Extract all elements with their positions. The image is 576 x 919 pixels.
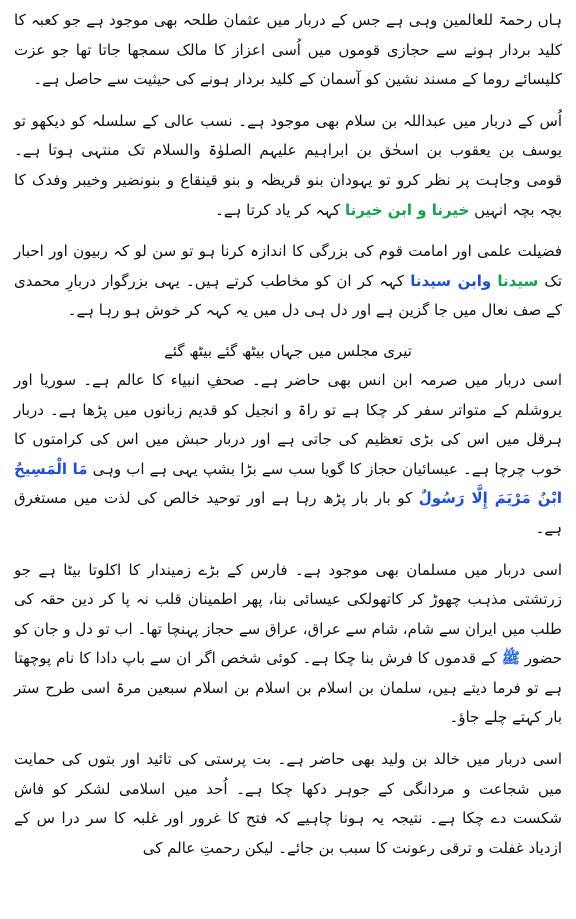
paragraph-text: اُس کے دربار میں عبداللہ بن سلام بھی موجود ہے۔ نسب عالی کے سلسلہ کو دیکھو تو یوسف بن یعقوب بن اسحٰق بن ابراہیم علیہم الصلوٰۃ والسلام تک منتہی ہوتا ہے۔ قومی وجاہت پر نظر کرو تو یہودان بنو قریظہ و بنو قینقاع و بنونضیر وخیبر وفدک کا بچہ بچہ انہیں xyxy=(14,111,562,219)
highlight-ibn-sayyidna: وابن سیدنا xyxy=(410,271,492,290)
paragraph-text: کے قدموں کا فرش بنا چکا ہے۔ کوئی شخص اگر ان سے باپ دادا کا نام پوچھتا ہے تو فرما دیتے ہیں، سلمان بن اسلام بن اسلام بن اسلام سبعین مرۃ اسی طرح ستر بار کہتے چلے جاؤ۔ xyxy=(14,649,562,727)
paragraph-text: ہاں رحمۃ للعالمین وہی ہے جس کے دربار میں عثمان طلحہ بھی موجود ہے جو کعبہ کا کلید بردار ہونے سے حجازی قوموں میں اُسی اعزاز کا مالک سمجھا جاتا تھا جو عزت کلیسائے روما کے مسند نشین کو آسمان کے کلید بردار ہونے کی حیثیت سے حاصل ہے۔ xyxy=(14,11,562,89)
quran-verse: مَا الْمَسِيحُ ابْنُ مَرْيَمَ إِلَّا رَسُولٌ xyxy=(14,459,562,508)
paragraph-text: کہہ کر ان کو مخاطب کرتے ہیں۔ یہی بزرگوار دربارِ محمدی کے صف نعال میں جا گزین ہے اور دل ہی دل میں یہ کہہ کر خوش ہو رہا ہے۔ xyxy=(14,271,562,320)
paragraph-text: اسی دربار میں مسلمان بھی موجود ہے۔ فارس کے بڑے زمیندار کا اکلوتا بیٹا ہے جو زرتشتی مذہب چھوڑ کر کاتھولکی عیسائی بنا، پھر اطمینان قلب نہ پا کر دین حقہ کی طلب میں ایران سے شام، شام سے عراق، عراق سے حجاز پہنچا تھا۔ اب تو دل و جان کو حضور xyxy=(14,560,562,668)
paragraph-uthman-talha xyxy=(14,6,562,95)
paragraph-text: فضیلت علمی اور امامت قوم کی بزرگی کا اندازہ کرنا ہو تو سن لو کہ ربیون اور احبار تک xyxy=(14,242,562,290)
verse-text: تیری مجلس میں جہاں بیٹھ گئے بیٹھ گئے xyxy=(164,341,412,360)
paragraph-abdullah-bin-salam xyxy=(14,107,562,225)
paragraph-text: کہہ کر یاد کرتا ہے۔ xyxy=(215,200,341,219)
poetry-verse xyxy=(14,338,562,364)
paragraph-sirma-ibn-anas xyxy=(14,366,562,544)
paragraph-text: کو بار بار پڑھ رہا ہے اور توحید خالص کی لذت میں مستغرق ہے۔ xyxy=(14,489,562,537)
paragraph-text: اسی دربار میں خالد بن ولید بھی حاضر ہے۔ بت پرستی کی تائید اور بتوں کی حمایت میں شجاعت و مردانگی کے جوہر دکھا چکا ہے۔ اُحد میں اسلامی لشکر کو فاش شکست دے چکا ہے۔ نتیجہ یہ ہونا چاہیے کہ فتح کا غرور اور غلبہ کا سر درا س کے ازدیاد غفلت و ترقی رعونت کا سبب بن جائے۔ لیکن رحمتِ عالم کی xyxy=(14,750,562,857)
highlight-khayrna: خیرنا و ابن خیرنا xyxy=(344,200,470,219)
paragraph-khalid-bin-walid xyxy=(14,745,562,863)
paragraph-text: اسی دربار میں صرمہ ابن انس بھی حاضر ہے۔ صحفِ انبیاء کا عالم ہے۔ سوریا اور یروشلم کے متواتر سفر کر چکا ہے تو راۃ و انجیل کو قدیم زبانوں میں پڑھا ہے۔ دربار ہرقل میں اس کی بڑی تعظیم کی جاتی ہے اور دربار حبش میں اس کی کرامتوں کا خوب چرچا ہے۔ عیسائیان حجاز کا گویا سب سے بڑا بشپ یہی ہے اب وہی xyxy=(14,370,562,478)
highlight-sayyidna: سیدنا xyxy=(497,271,539,290)
salawat-icon: ﷺ xyxy=(501,649,520,668)
paragraph-scholarly-merit xyxy=(14,237,562,326)
paragraph-salman xyxy=(14,556,562,734)
